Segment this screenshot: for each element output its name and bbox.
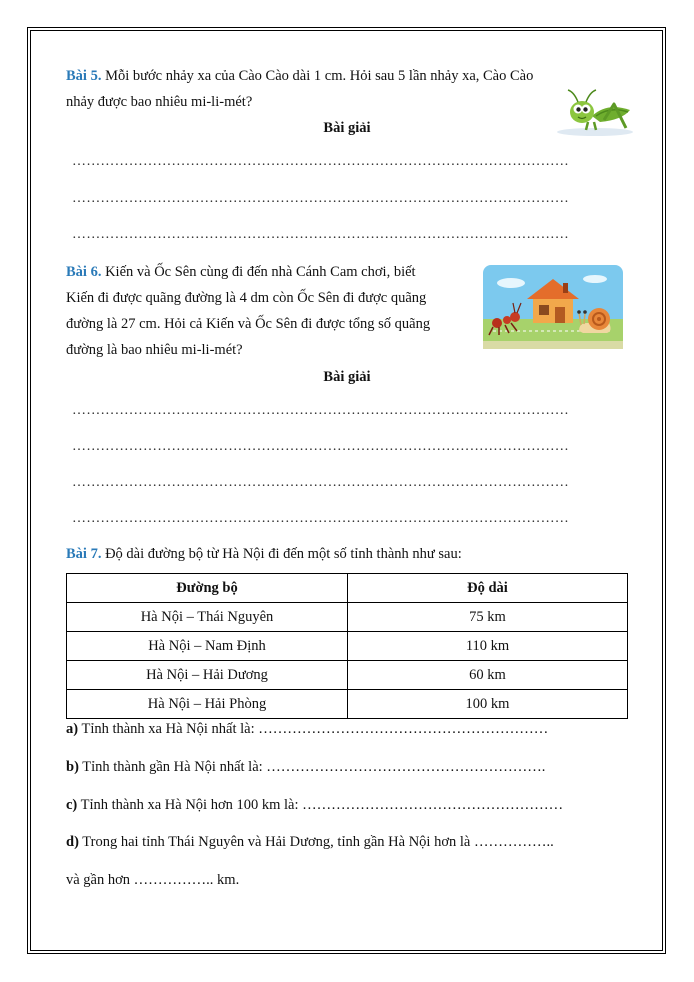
bai7-intro: Bài 7. Độ dài đường bộ từ Hà Nội đi đến một số tỉnh thành như sau: xyxy=(66,546,462,562)
bai6-line4: đường là bao nhiêu mi-li-mét? xyxy=(66,342,243,358)
bai6-line2: Kiến đi được quãng đường là 4 dm còn Ốc Sên đi được quãng xyxy=(66,290,427,306)
question-a: a) Tỉnh thành xa Hà Nội nhất là: …………………………………………………… xyxy=(66,721,549,737)
table-header: Độ dài xyxy=(348,574,628,603)
table-cell: Hà Nội – Hải Phòng xyxy=(67,690,348,719)
answer-line: …………………………………………………………………………………………… xyxy=(72,475,569,490)
table-row xyxy=(67,632,628,661)
answer-line: …………………………………………………………………………………………… xyxy=(72,511,569,526)
table-cell: Hà Nội – Hải Dương xyxy=(67,661,348,690)
answer-line: …………………………………………………………………………………………… xyxy=(72,227,569,242)
question-b: b) Tỉnh thành gần Hà Nội nhất là: …………………………………………………. xyxy=(66,759,546,775)
table-cell: Hà Nội – Nam Định xyxy=(67,632,348,661)
table-row xyxy=(67,603,628,632)
answer-line: …………………………………………………………………………………………… xyxy=(72,403,569,418)
answer-line: …………………………………………………………………………………………… xyxy=(72,191,569,206)
table-cell: 110 km xyxy=(348,632,628,661)
bai5-label: Bài 5. xyxy=(66,68,102,84)
table-cell: 60 km xyxy=(348,661,628,690)
table-cell: Hà Nội – Thái Nguyên xyxy=(67,603,348,632)
bai6-line1: Bài 6. Kiến và Ốc Sên cùng đi đến nhà Cánh Cam chơi, biết xyxy=(66,264,416,280)
table-row xyxy=(67,661,628,690)
answer-line: …………………………………………………………………………………………… xyxy=(72,439,569,454)
table-header: Đường bộ xyxy=(67,574,348,603)
bai6-label: Bài 6. xyxy=(66,264,102,280)
table-cell: 75 km xyxy=(348,603,628,632)
question-c: c) Tỉnh thành xa Hà Nội hơn 100 km là: ……………………………………………… xyxy=(66,797,564,813)
grasshopper-illustration xyxy=(552,86,638,138)
bai6-solution-title: Bài giải xyxy=(323,369,371,385)
bai6-line3: đường là 27 cm. Hỏi cả Kiến và Ốc Sên đi được tổng số quãng xyxy=(66,316,431,332)
table-header-row xyxy=(67,574,628,603)
question-d-line2: và gần hơn …………….. km. xyxy=(66,872,240,888)
ant-house-snail-illustration xyxy=(483,265,623,349)
answer-line: …………………………………………………………………………………………… xyxy=(72,154,569,169)
distance-table xyxy=(66,573,628,719)
bai5-solution-title: Bài giải xyxy=(323,120,371,136)
bai7-label: Bài 7. xyxy=(66,546,102,562)
table-cell: 100 km xyxy=(348,690,628,719)
bai5-line2: nhảy được bao nhiêu mi-li-mét? xyxy=(66,94,253,110)
question-d: d) Trong hai tỉnh Thái Nguyên và Hải Dương, tỉnh gần Hà Nội hơn là …………….. xyxy=(66,834,554,850)
table-row xyxy=(67,690,628,719)
bai5-line1: Bài 5. Mỗi bước nhảy xa của Cào Cào dài 1 cm. Hỏi sau 5 lần nhảy xa, Cào Cào xyxy=(66,68,534,84)
